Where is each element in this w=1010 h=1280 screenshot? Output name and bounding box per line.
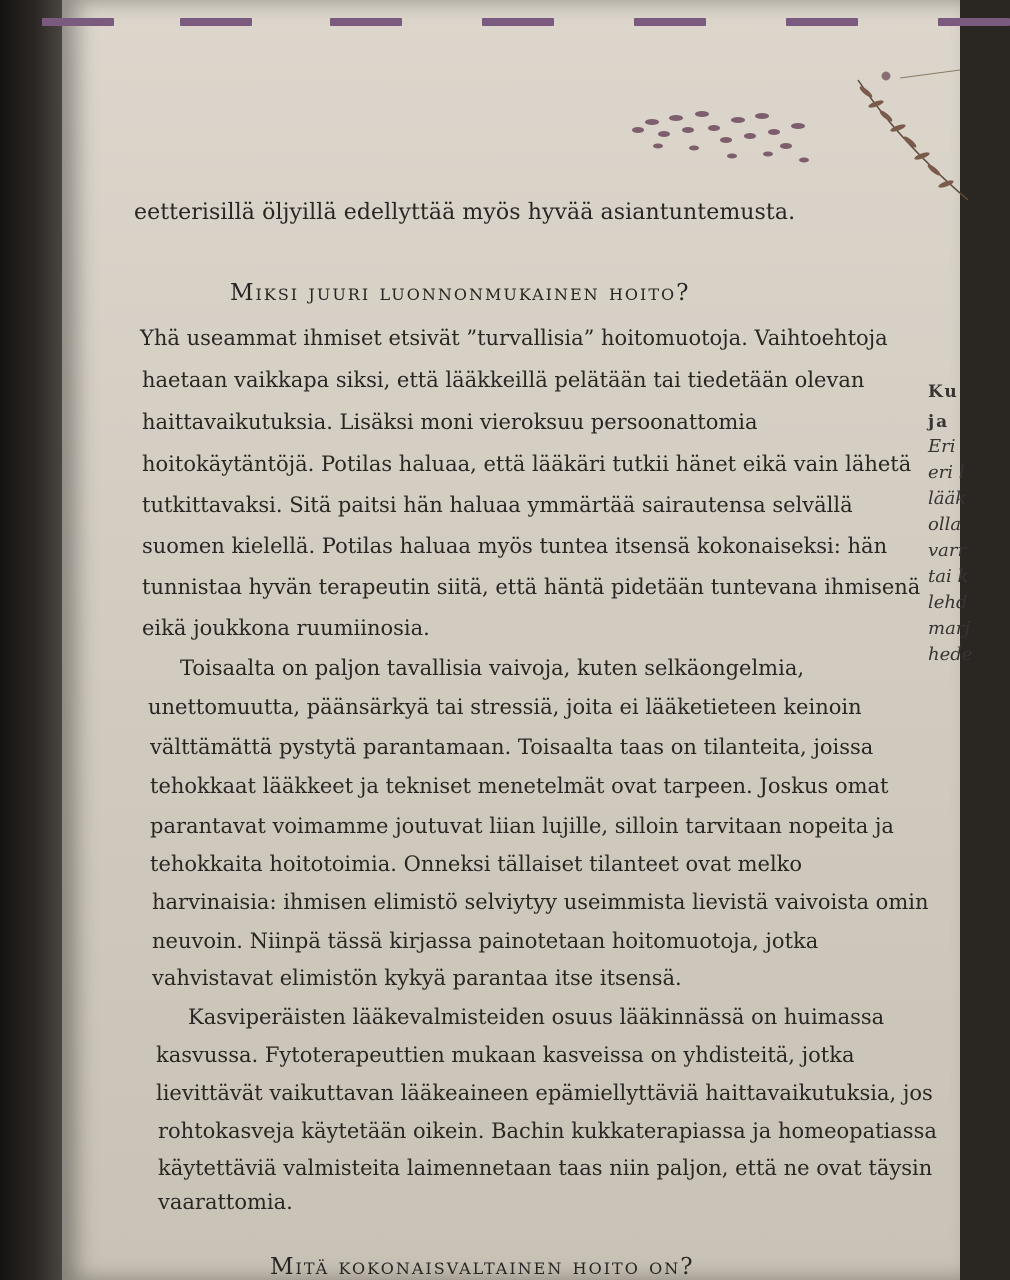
intro-line: eetterisillä öljyillä edellyttää myös hyvää asiantuntemusta.	[134, 200, 796, 225]
heather-sprig-icon	[618, 70, 960, 220]
text-line: rohtokasveja käytetään oikein. Bachin kukkaterapiassa ja homeopatiassa	[158, 1119, 937, 1143]
text-line: hoitokäytäntöjä. Potilas haluaa, että lääkäri tutkii hänet eikä vain lähetä	[142, 452, 912, 476]
section-heading-2: Mitä kokonaisvaltainen hoito on?	[270, 1254, 695, 1280]
sidebar-line: marj	[928, 618, 970, 639]
text-line: unettomuutta, päänsärkyä tai stressiä, joita ei lääketieteen keinoin	[148, 695, 862, 719]
sidebar-line: lääk	[928, 488, 967, 509]
text-line: tutkittavaksi. Sitä paitsi hän haluaa ymmärtää sairautensa selvällä	[142, 493, 853, 517]
sidebar-heading: ja	[928, 412, 950, 432]
sidebar-line: lehd	[928, 592, 968, 613]
text-line: haetaan vaikkapa siksi, että lääkkeillä pelätään tai tiedetään olevan	[142, 368, 865, 392]
text-line: vahvistavat elimistön kykyä parantaa itse itsensä.	[152, 966, 682, 990]
text-line: tehokkaat lääkkeet ja tekniset menetelmät ovat tarpeen. Joskus omat	[150, 774, 889, 798]
text-line: tehokkaita hoitotoimia. Onneksi tällaiset tilanteet ovat melko	[150, 852, 803, 876]
sidebar-line: Eri	[928, 436, 956, 457]
text-line: eikä joukkona ruumiinosia.	[142, 616, 430, 640]
text-line: neuvoin. Niinpä tässä kirjassa painotetaan hoitomuotoja, jotka	[152, 929, 819, 953]
text-line: Yhä useammat ihmiset etsivät ”turvallisia” hoitomuotoja. Vaihtoehtoja	[140, 326, 888, 350]
sidebar-line: eri l	[928, 462, 965, 483]
text-line: suomen kielellä. Potilas haluaa myös tuntea itsensä kokonaiseksi: hän	[142, 534, 888, 558]
text-line: harvinaisia: ihmisen elimistö selviytyy useimmista lievistä vaivoista omin	[152, 890, 929, 914]
text-line: välttämättä pystytä parantamaan. Toisaalta taas on tilanteita, joissa	[150, 735, 874, 759]
section-heading: Miksi juuri luonnonmukainen hoito?	[230, 280, 691, 306]
sidebar-line: olla	[928, 514, 962, 535]
text-line: lievittävät vaikuttavan lääkeaineen epämiellyttäviä haittavaikutuksia, jos	[156, 1081, 933, 1105]
sidebar-line: varr	[928, 540, 967, 561]
sidebar-line: tai k	[928, 566, 969, 587]
text-line: Kasviperäisten lääkevalmisteiden osuus lääkinnässä on huimassa	[188, 1005, 885, 1029]
text-line: parantavat voimamme joutuvat liian lujille, silloin tarvitaan nopeita ja	[150, 814, 894, 838]
text-line: vaarattomia.	[158, 1190, 293, 1214]
dashed-border	[62, 14, 960, 26]
text-line: käytettäviä valmisteita laimennetaan taas niin paljon, että ne ovat täysin	[158, 1156, 933, 1180]
text-line: tunnistaa hyvän terapeutin siitä, että häntä pidetään tuntevana ihmisenä	[142, 575, 921, 599]
sidebar-line: hede	[928, 644, 973, 665]
sidebar-heading: Ku	[928, 382, 959, 402]
book-page	[62, 0, 973, 1280]
text-line: haittavaikutuksia. Lisäksi moni vieroksuu persoonattomia	[142, 410, 758, 434]
text-line: Toisaalta on paljon tavallisia vaivoja, kuten selkäongelmia,	[180, 656, 805, 680]
text-line: kasvussa. Fytoterapeuttien mukaan kasveissa on yhdisteitä, jotka	[156, 1043, 855, 1067]
